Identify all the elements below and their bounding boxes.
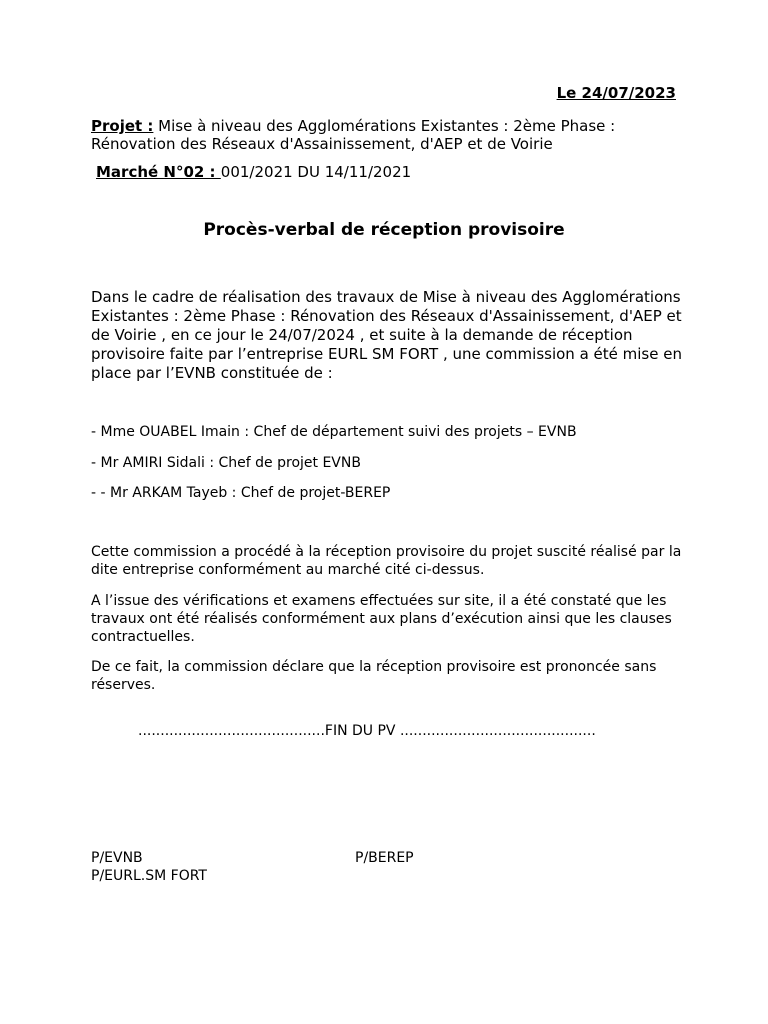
document-date: Le 24/07/2023 <box>556 84 676 102</box>
signature-berep: P/BEREP <box>355 850 414 866</box>
member-item: - - Mr ARKAM Tayeb : Chef de projet-BEREP <box>91 485 391 501</box>
end-of-pv-line: ..........................................FIN DU PV ............................................ <box>138 723 596 739</box>
projet-label: Projet : <box>91 117 154 135</box>
commission-paragraph: Cette commission a procédé à la réception provisoire du projet suscité réalisé par la dite entreprise conformément au marché cité ci-dessus. <box>91 544 682 578</box>
projet-line <box>91 117 691 153</box>
marche-line <box>96 163 411 181</box>
marche-text: 001/2021 DU 14/11/2021 <box>220 163 412 181</box>
intro-paragraph: Dans le cadre de réalisation des travaux de Mise à niveau des Agglomérations Existantes : 2ème Phase : Rénovation des Réseaux d'Assainissement, d'AEP et de Voirie , en ce jour le 24/07/2024 , et suite à la demande de réception provisoire faite par l’entreprise EURL SM FORT , une commission a été mise en place par l’EVNB constituée de : <box>91 288 682 382</box>
verification-paragraph: A l’issue des vérifications et examens effectuées sur site, il a été constaté que les travaux ont été réalisés conformément aux plans d’exécution ainsi que les clauses contractuelles. <box>91 593 672 645</box>
signature-evnb: P/EVNB <box>91 850 143 866</box>
document-title: Procès-verbal de réception provisoire <box>203 220 565 240</box>
signature-eurl: P/EURL.SM FORT <box>91 868 207 884</box>
member-item: - Mme OUABEL Imain : Chef de département suivi des projets – EVNB <box>91 424 577 440</box>
member-item: - Mr AMIRI Sidali : Chef de projet EVNB <box>91 455 361 471</box>
projet-text: Mise à niveau des Agglomérations Existantes : 2ème Phase : Rénovation des Réseaux d'Assainissement, d'AEP et de Voirie <box>91 117 616 153</box>
conclusion-paragraph: De ce fait, la commission déclare que la réception provisoire est prononcée sans réserves. <box>91 659 657 693</box>
marche-label: Marché N°02 : <box>96 163 221 181</box>
